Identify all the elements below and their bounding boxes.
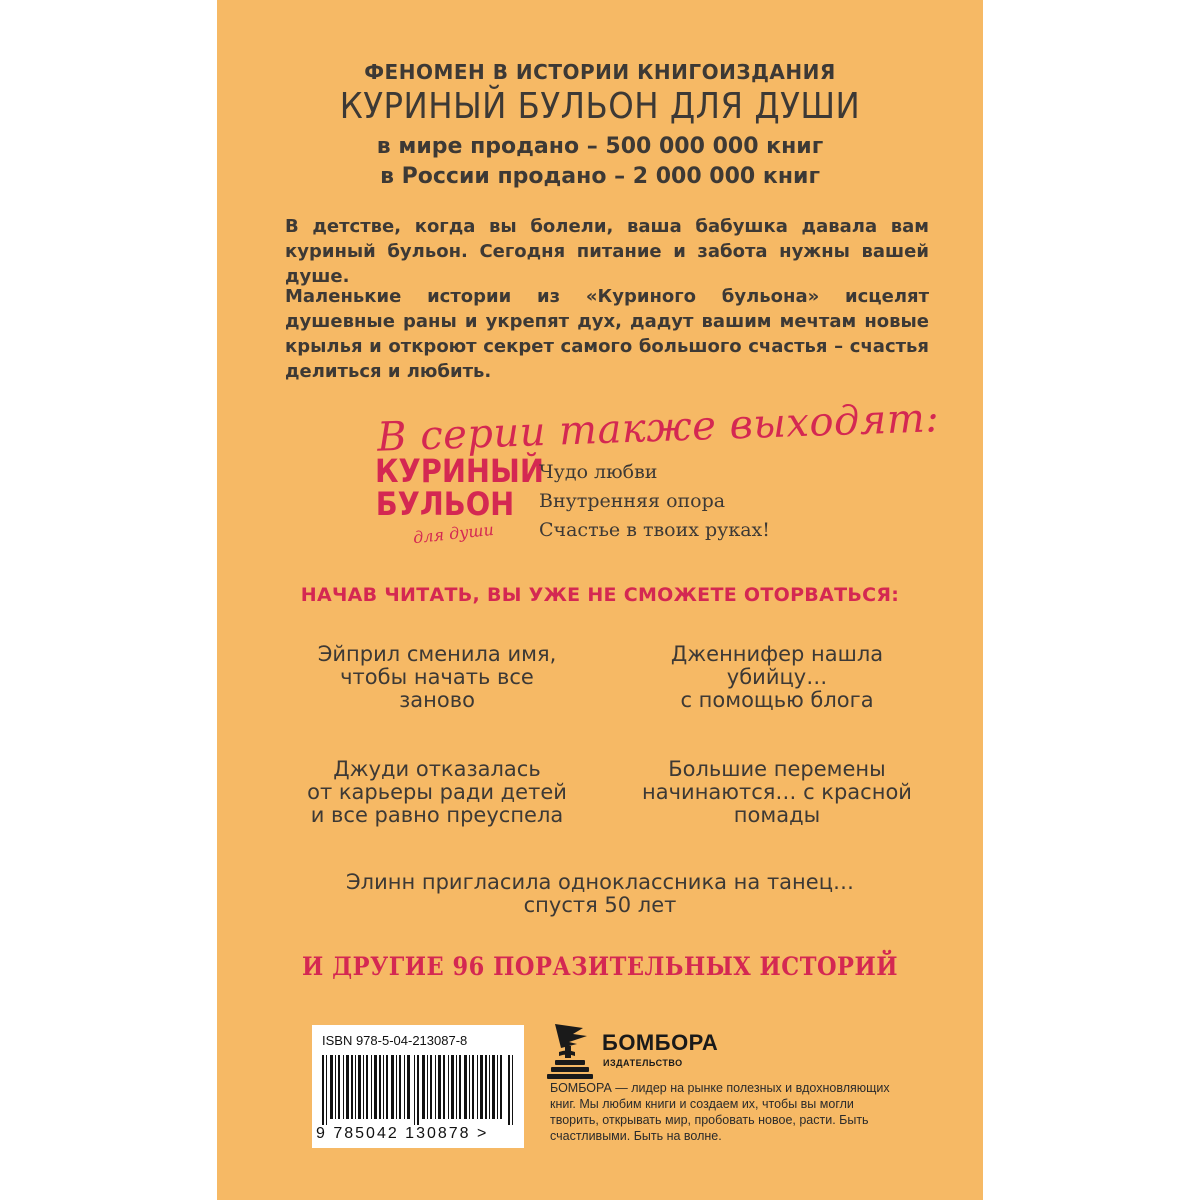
story-april [287, 643, 587, 712]
story-elinn [300, 871, 900, 917]
story-judy [287, 758, 587, 827]
series-logo-line2: БУЛЬОН [375, 485, 515, 523]
series-book: Чудо любви [539, 461, 658, 483]
story-lipstick [627, 758, 927, 827]
story-line: Элинн пригласила одноклассника на танец… [346, 870, 854, 894]
tagline: ФЕНОМЕН В ИСТОРИИ КНИГОИЗДАНИЯ [364, 60, 836, 84]
barcode-digits: 9 785042 130878 > [316, 1125, 489, 1142]
sold-russia: в России продано – 2 000 000 книг [380, 164, 820, 189]
barcode-icon [322, 1055, 514, 1125]
story-line: Дженнифер нашла [670, 642, 884, 666]
other-stories: И ДРУГИЕ 96 ПОРАЗИТЕЛЬНЫХ ИСТОРИЙ [302, 952, 898, 981]
publisher-name: БОМБОРА [602, 1030, 719, 1055]
story-line: Эйприл сменила имя, [317, 642, 557, 666]
series-logo-line1: КУРИНЫЙ [375, 452, 544, 490]
series-logo [375, 452, 544, 523]
story-line: и все равно преуспела [310, 803, 564, 827]
story-line: начинаются… с красной [642, 780, 912, 804]
description-paragraph-1: В детстве, когда вы болели, ваша бабушка давала вам куриный бульон. Сегодня питание и забота нужны вашей душе. [285, 216, 929, 287]
stories-heading: НАЧАВ ЧИТАТЬ, ВЫ УЖЕ НЕ СМОЖЕТЕ ОТОРВАТЬСЯ: [300, 584, 900, 606]
barcode-panel [312, 1025, 524, 1148]
series-book: Внутренняя опора [539, 490, 726, 512]
isbn-number: ISBN 978-5-04-213087-8 [322, 1033, 468, 1048]
story-jennifer [627, 643, 927, 712]
story-line: от карьеры ради детей [307, 780, 567, 804]
publisher-description: БОМБОРА — лидер на рынке полезных и вдохновляющих книг. Мы любим книги и создаем их, чтобы вы могли творить, открывать мир, пробовать новое, расти. Быть счастливыми. Быть на волне. [550, 1081, 890, 1143]
story-line: Джуди отказалась [333, 757, 541, 781]
story-line: с помощью блога [680, 688, 874, 712]
series-logo-script: для души [412, 519, 495, 548]
description-paragraph-2: Маленькие истории из «Куриного бульона» исцелят душевные раны и укрепят дух, дадут вашим мечтам новые крылья и откроют секрет самого большого счастья – счастья делиться и любить. [285, 286, 929, 382]
publisher-subtitle: ИЗДАТЕЛЬСТВО [603, 1058, 683, 1068]
story-line: спустя 50 лет [523, 893, 677, 917]
story-line: убийцу… [726, 665, 828, 689]
series-book-list [539, 458, 770, 545]
story-line: чтобы начать все [340, 665, 534, 689]
story-line: заново [399, 688, 475, 712]
series-heading: В серии также выходят: [376, 395, 940, 461]
series-book: Счастье в твоих руках! [539, 519, 770, 541]
book-back-cover [217, 0, 983, 1200]
story-line: Большие перемены [668, 757, 886, 781]
story-line: помады [733, 803, 821, 827]
sold-world: в мире продано – 500 000 000 книг [376, 134, 824, 159]
bombora-logo-icon [547, 1022, 597, 1080]
book-title: КУРИНЫЙ БУЛЬОН ДЛЯ ДУШИ [339, 86, 861, 127]
